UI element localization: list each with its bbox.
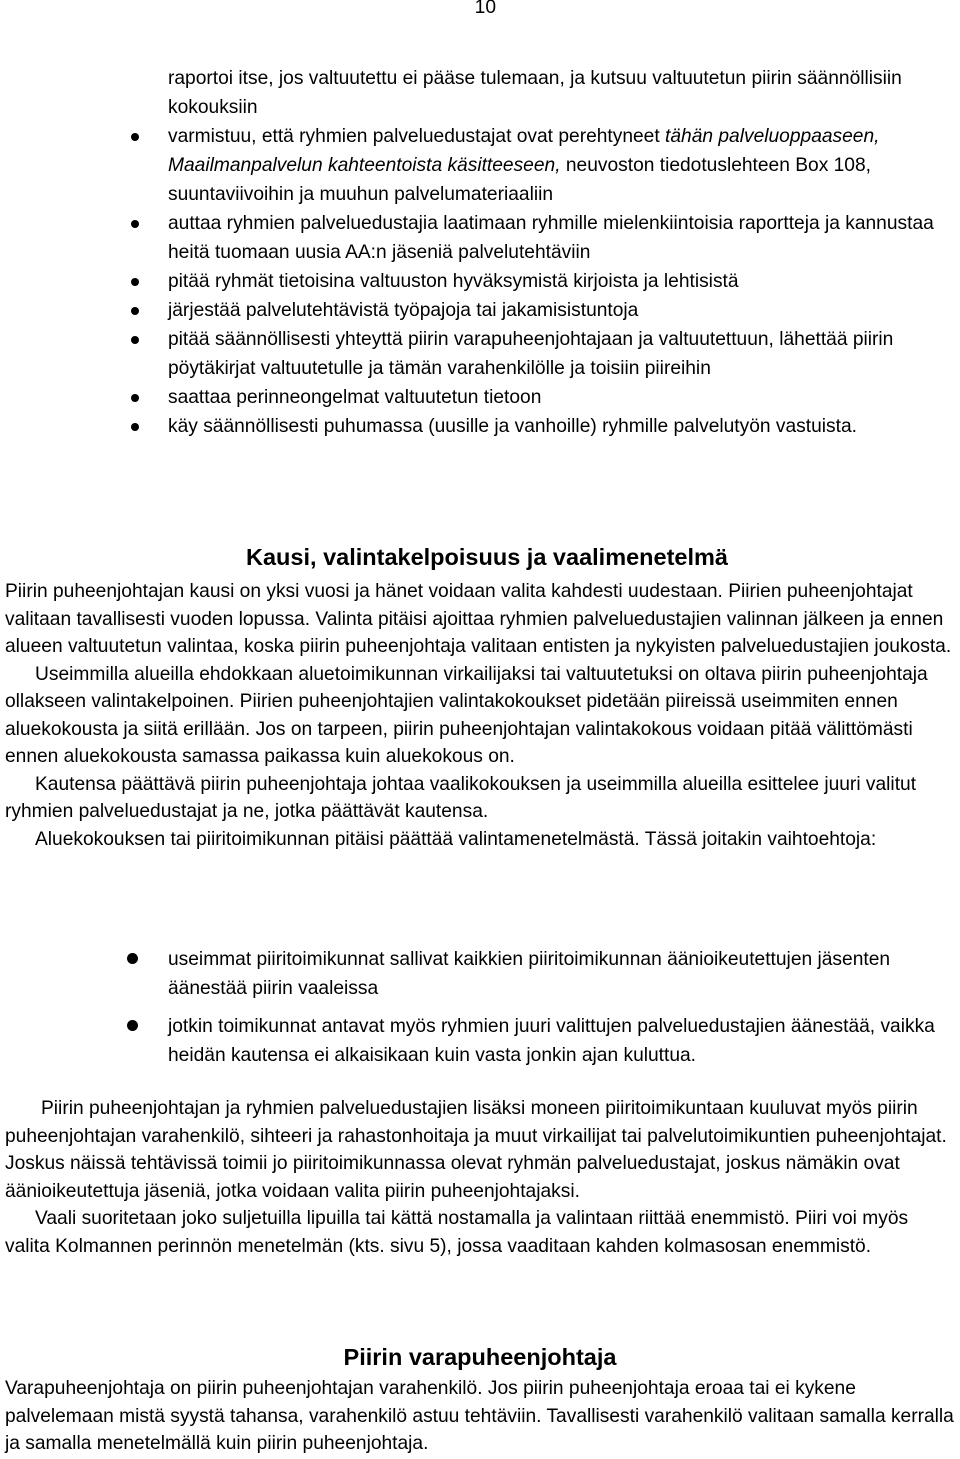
list-item-text: auttaa ryhmien palveluedustajia laatimaan ryhmille mielenkiintoisia raportteja ja kannustaa heitä tuomaan uusia AA:n jäseniä palvelutehtäviin xyxy=(168,213,934,263)
paragraph: Piirin puheenjohtajan ja ryhmien palveluedustajien lisäksi moneen piiritoimikuntaan kuuluvat myös piirin puheenjohtajan varahenkilö, sihteeri ja rahastonhoitaja ja muut virkailijat tai palvelutoimikuntien puheenjohtajat. Joskus näissä tehtävissä toimii jo piiritoimikunnassa olevat ryhmän palveluedustajat, joskus nämäkin ovat äänioikeutettuja jäseniä, jotka voidaan valita piirin puheenjohtajaksi. xyxy=(5,1098,947,1202)
list-item-text: tähän palveluoppaaseen, Maailmanpalvelun kahteentoista käsitteeseen, xyxy=(168,126,880,176)
list-item xyxy=(0,209,960,267)
paragraph: Kautensa päättävä piirin puheenjohtaja johtaa vaalikokouksen ja useimmilla alueilla esittelee juuri valitut ryhmien palveluedustajat ja ne, jotka päättävät kautensa. xyxy=(5,773,917,822)
list-item-text: saattaa perinneongelmat valtuutetun tietoon xyxy=(168,387,542,408)
list-item xyxy=(0,64,960,122)
voting-options-bullet-list xyxy=(0,945,960,1079)
section-heading-vice-chair: Piirin varapuheenjohtaja xyxy=(343,1344,617,1370)
section-heading-term-eligibility: Kausi, valintakelpoisuus ja vaalimenetelmä xyxy=(246,544,728,570)
list-item-text: pitää ryhmät tietoisina valtuuston hyväksymistä kirjoista ja lehtisistä xyxy=(168,271,739,292)
page-number xyxy=(0,0,960,20)
section-term-eligibility-body xyxy=(5,578,955,853)
duties-bullet-list xyxy=(0,64,960,441)
page-number-text: 10 xyxy=(474,0,496,18)
list-item xyxy=(0,296,960,325)
paragraph: Vaali suoritetaan joko suljetuilla lipuilla tai kättä nostamalla ja valintaan riittää enemmistö. Piiri voi myös valita Kolmannen perinnön menetelmän (kts. sivu 5), jossa vaaditaan kahden kolmasosan enemmistö. xyxy=(5,1208,909,1257)
list-item xyxy=(0,383,960,412)
list-item: jotkin toimikunnat antavat myös ryhmien juuri valittujen palveluedustajien äänestää, vaikka heidän kautensa ei alkaisikaan kuin vasta jonkin ajan kuluttua. xyxy=(0,1012,960,1070)
list-item-text: järjestää palvelutehtävistä työpajoja tai jakamisistuntoja xyxy=(168,300,639,321)
list-item-text: raportoi itse, jos valtuutettu ei pääse tulemaan, ja kutsuu valtuutetun piirin säännöllisiin kokouksiin xyxy=(168,68,902,118)
list-item-text: neuvoston tiedotuslehteen Box 108, suuntaviivoihin ja muuhun palvelumateriaaliin xyxy=(168,155,871,205)
list-item xyxy=(0,122,960,209)
paragraph: Piirin puheenjohtajan kausi on yksi vuosi ja hänet voidaan valita kahdesti uudestaan. Piirien puheenjohtajat valitaan tavallisesti vuoden lopussa. Valinta pitäisi ajoittaa ryhmien palveluedustajien valinnan jälkeen ja ennen alueen valtuutetun valintaa, koska piirin puheenjohtaja valitaan entisten ja nykyisten palveluedustajien joukosta. xyxy=(5,581,952,657)
section-vice-chair-body xyxy=(5,1375,955,1458)
list-item xyxy=(0,412,960,441)
list-item: useimmat piiritoimikunnat sallivat kaikkien piiritoimikunnan äänioikeutettujen jäsenten äänestää piirin vaaleissa xyxy=(0,945,960,1003)
list-item xyxy=(0,325,960,383)
list-item-text: käy säännöllisesti puhumassa (uusille ja vanhoille) ryhmille palvelutyön vastuista. xyxy=(168,416,857,437)
paragraph: Aluekokouksen tai piiritoimikunnan pitäisi päättää valintamenetelmästä. Tässä joitakin vaihtoehtoja: xyxy=(35,828,877,850)
section-other-officers-body xyxy=(5,1095,955,1260)
list-item-text: pitää säännöllisesti yhteyttä piirin varapuheenjohtajaan ja valtuutettuun, lähettää piirin pöytäkirjat valtuutetulle ja tämän varahenkilölle ja toisiin piireihin xyxy=(168,329,894,379)
list-item-text: varmistuu, että ryhmien palveluedustajat ovat perehtyneet xyxy=(168,126,666,147)
list-item xyxy=(0,267,960,296)
paragraph: Useimmilla alueilla ehdokkaan aluetoimikunnan virkailijaksi tai valtuutetuksi on oltava piirin puheenjohtaja ollakseen valintakelpoinen. Piirien puheenjohtajien valintakokoukset pidetään piireissä useimmiten ennen aluekokousta ja siitä erillään. Jos on tarpeen, piirin puheenjohtajan valintakokous voidaan pitää välittömästi ennen aluekokousta samassa paikassa kuin aluekokous on. xyxy=(5,663,928,767)
paragraph: Varapuheenjohtaja on piirin puheenjohtajan varahenkilö. Jos piirin puheenjohtaja eroaa tai ei kykene palvelemaan mistä syystä tahansa, varahenkilö astuu tehtäviin. Tavallisesti varahenkilö valitaan samalla kerralla ja samalla menetelmällä kuin piirin puheenjohtaja. xyxy=(5,1378,954,1454)
